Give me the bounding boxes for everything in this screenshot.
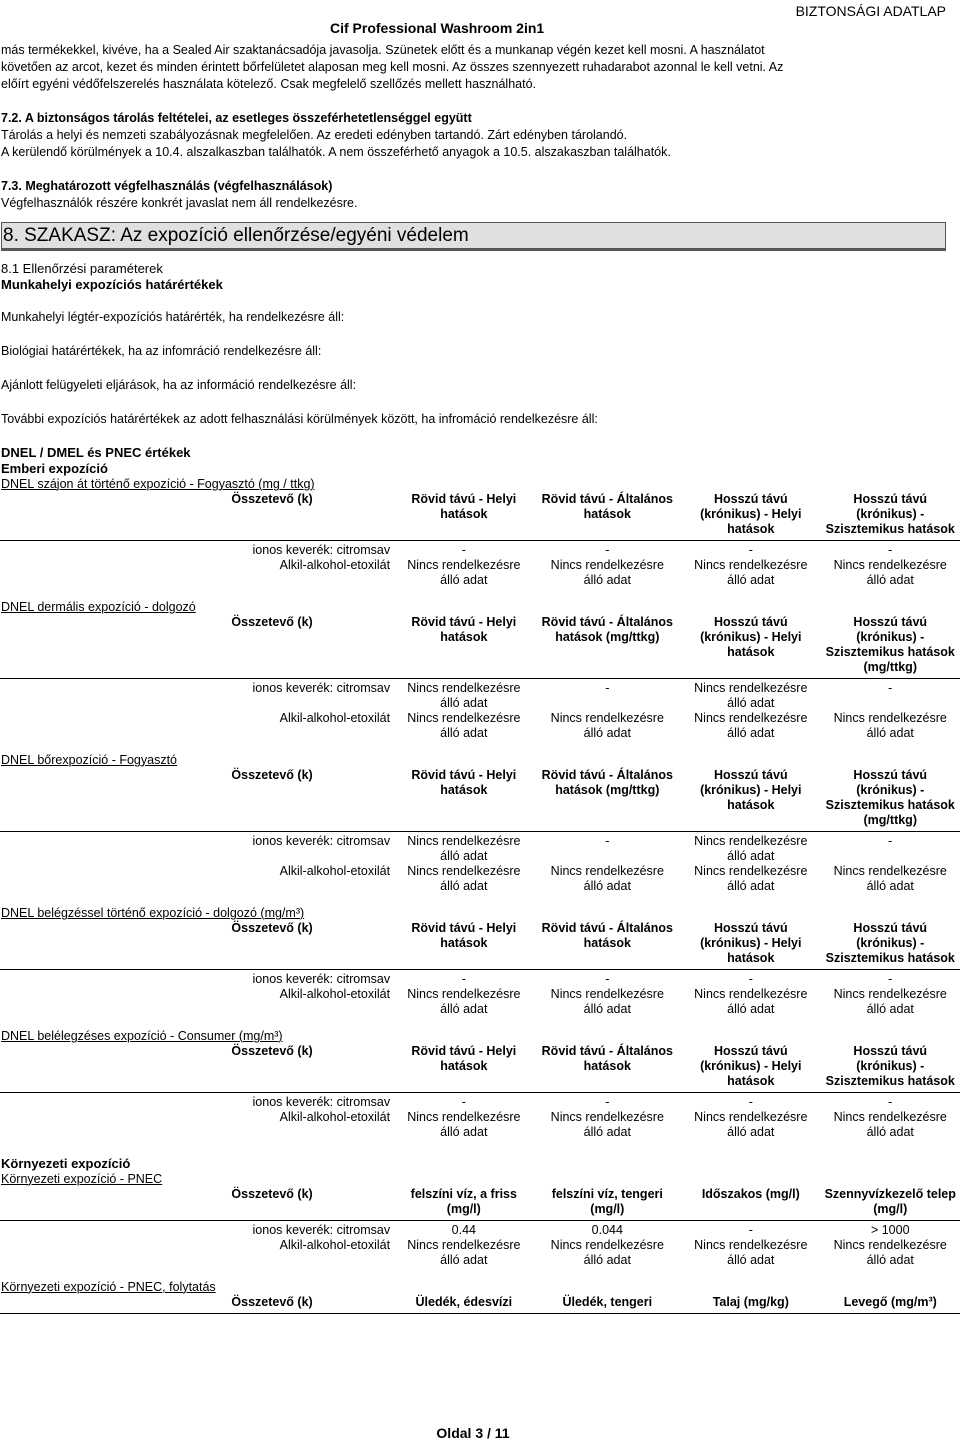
page-footer (0, 1425, 960, 1441)
limit-item: További expozíciós határértékek az adott felhasználási körülmények között, ha infromáció rendelkezésre áll: (1, 412, 598, 426)
value-cell: Nincs rendelkezésre álló adat (550, 987, 664, 1016)
table-header-cell: Hosszú távú (krónikus) - Helyi hatások (700, 921, 802, 965)
dnel-table (0, 1295, 960, 1314)
table-row (0, 1093, 960, 1111)
dnel-table-block (0, 477, 960, 588)
table-row (0, 864, 960, 894)
human-exposure-heading: Emberi expozíció (1, 461, 108, 476)
table-header-cell: Összetevő (k) (231, 615, 313, 629)
value-cell: - (748, 1223, 753, 1237)
value-cell: - (888, 543, 893, 557)
table-header-cell: Összetevő (k) (231, 492, 313, 506)
value-cell: - (605, 972, 610, 986)
section-7-3-heading: 7.3. Meghatározott végfelhasználás (végfelhasználások) (1, 179, 333, 193)
value-cell: > 1000 (870, 1223, 910, 1237)
table-header-cell: Rövid távú - Helyi hatások (411, 615, 517, 644)
dnel-table-block (0, 1172, 960, 1268)
table-title: Környezeti expozíció - PNEC (1, 1172, 163, 1186)
dnel-table (0, 615, 960, 741)
table-header-cell: Rövid távú - Általános hatások (541, 921, 673, 950)
dnel-heading: DNEL / DMEL és PNEC értékek (1, 445, 191, 460)
value-cell: - (605, 681, 610, 695)
value-cell: - (461, 1095, 466, 1109)
table-header-cell: Összetevő (k) (231, 921, 313, 935)
component-cell: Alkil-alkohol-etoxilát (279, 987, 391, 1001)
page-header (0, 0, 960, 42)
component-cell: Alkil-alkohol-etoxilát (279, 558, 391, 572)
table-header-cell: Hosszú távú (krónikus) - Szisztemikus hatások (mg/ttkg) (825, 768, 955, 827)
component-cell: Alkil-alkohol-etoxilát (279, 711, 391, 725)
table-header-cell: felszíni víz, a friss (mg/l) (410, 1187, 517, 1216)
component-cell: Alkil-alkohol-etoxilát (279, 1110, 391, 1124)
dnel-table-block (0, 906, 960, 1017)
dnel-table-block (0, 1029, 960, 1140)
table-title: DNEL belégzéssel történő expozíció - dolgozó (mg/m³) (1, 906, 305, 920)
table-row (0, 541, 960, 559)
section-8-title: 8. SZAKASZ: Az expozíció ellenőrzése/egyéni védelem (1, 222, 946, 251)
table-header-cell: Rövid távú - Helyi hatások (411, 1044, 517, 1073)
value-cell: Nincs rendelkezésre álló adat (550, 1238, 664, 1267)
table-header-cell: Üledék, tengeri (562, 1295, 653, 1309)
component-cell: ionos keverék: citromsav (252, 681, 391, 695)
page-content (0, 42, 960, 1314)
value-cell: Nincs rendelkezésre álló adat (407, 711, 521, 740)
component-cell: ionos keverék: citromsav (252, 834, 391, 848)
value-cell: - (605, 1095, 610, 1109)
value-cell: Nincs rendelkezésre álló adat (694, 711, 808, 740)
value-cell: Nincs rendelkezésre álló adat (694, 987, 808, 1016)
value-cell: Nincs rendelkezésre álló adat (407, 834, 521, 863)
table-title: DNEL szájon át történő expozíció - Fogyasztó (mg / ttkg) (1, 477, 315, 491)
section-7-3-line: Végfelhasználók részére konkrét javaslat nem áll rendelkezésre. (1, 196, 358, 210)
value-cell: - (748, 1095, 753, 1109)
limit-item: Munkahelyi légtér-expozíciós határérték, ha rendelkezésre áll: (1, 310, 345, 324)
env-exposure-heading: Környezeti expozíció (1, 1156, 131, 1171)
table-header-cell: Hosszú távú (krónikus) - Szisztemikus hatások (825, 492, 955, 536)
table-header-cell: Hosszú távú (krónikus) - Helyi hatások (700, 768, 802, 812)
value-cell: Nincs rendelkezésre álló adat (833, 987, 947, 1016)
value-cell: Nincs rendelkezésre álló adat (550, 1110, 664, 1139)
value-cell: 0.044 (591, 1223, 623, 1237)
table-row (0, 711, 960, 741)
intro-line: előírt egyéni védőfelszerelés használata kötelező. Csak megfelelő szellőzés mellett használható. (1, 77, 537, 91)
value-cell: Nincs rendelkezésre álló adat (407, 987, 521, 1016)
table-title: DNEL bőrexpozíció - Fogyasztó (1, 753, 178, 767)
table-header-cell: Üledék, édesvízi (415, 1295, 513, 1309)
table-title: Környezeti expozíció - PNEC, folytatás (1, 1280, 216, 1294)
dnel-table (0, 1187, 960, 1268)
document-title: Cif Professional Washroom 2in1 (330, 20, 545, 36)
table-row (0, 987, 960, 1017)
dnel-table-block (0, 753, 960, 894)
value-cell: Nincs rendelkezésre álló adat (833, 1110, 947, 1139)
table-header-cell: Összetevő (k) (231, 1187, 313, 1201)
table-header-cell: Szennyvízkezelő telep (mg/l) (824, 1187, 956, 1216)
table-row (0, 970, 960, 988)
component-cell: ionos keverék: citromsav (252, 972, 391, 986)
value-cell: Nincs rendelkezésre álló adat (694, 1110, 808, 1139)
value-cell: Nincs rendelkezésre álló adat (407, 864, 521, 893)
value-cell: - (748, 972, 753, 986)
value-cell: - (888, 834, 893, 848)
table-header-cell: Hosszú távú (krónikus) - Helyi hatások (700, 492, 802, 536)
value-cell: Nincs rendelkezésre álló adat (407, 681, 521, 710)
table-header-cell: Rövid távú - Általános hatások (541, 492, 673, 521)
value-cell: Nincs rendelkezésre álló adat (833, 558, 947, 587)
limit-item: Ajánlott felügyeleti eljárások, ha az információ rendelkezésre áll: (1, 378, 357, 392)
table-row (0, 1110, 960, 1140)
table-row (0, 679, 960, 712)
value-cell: Nincs rendelkezésre álló adat (407, 1110, 521, 1139)
table-header-cell: Rövid távú - Helyi hatások (411, 492, 517, 521)
table-header-cell: Időszakos (mg/l) (701, 1187, 800, 1201)
table-title: DNEL dermális expozíció - dolgozó (1, 600, 196, 614)
component-cell: ionos keverék: citromsav (252, 543, 391, 557)
value-cell: Nincs rendelkezésre álló adat (407, 558, 521, 587)
table-header-row (0, 768, 960, 832)
table-header-cell: Rövid távú - Általános hatások (mg/ttkg) (541, 768, 673, 797)
section-7-2-line: A kerülendő körülmények a 10.4. alszalkaszban találhatók. A nem összeférhető anyagok a 10.5. alszakaszban találhatók. (1, 145, 671, 159)
value-cell: - (461, 972, 466, 986)
table-header-cell: Összetevő (k) (231, 1044, 313, 1058)
workplace-limits-heading: Munkahelyi expozíciós határértékek (1, 277, 223, 292)
intro-line: más termékekkel, kivéve, ha a Sealed Air szaktanácsadója javasolja. Szünetek előtt és a munkanap végén kezet kell mosni. A használatot (1, 43, 765, 57)
component-cell: ionos keverék: citromsav (252, 1223, 391, 1237)
value-cell: Nincs rendelkezésre álló adat (407, 1238, 521, 1267)
table-header-cell: felszíni víz, tengeri (mg/l) (551, 1187, 663, 1216)
table-header-cell: Levegő (mg/m³) (843, 1295, 937, 1309)
table-header-cell: Rövid távú - Általános hatások (mg/ttkg) (541, 615, 673, 644)
dnel-table (0, 921, 960, 1017)
table-header-cell: Hosszú távú (krónikus) - Helyi hatások (700, 1044, 802, 1088)
table-header-cell: Összetevő (k) (231, 1295, 313, 1309)
table-header-cell: Összetevő (k) (231, 768, 313, 782)
value-cell: Nincs rendelkezésre álló adat (694, 864, 808, 893)
value-cell: 0.44 (451, 1223, 476, 1237)
value-cell: - (605, 834, 610, 848)
dnel-table (0, 768, 960, 894)
value-cell: Nincs rendelkezésre álló adat (550, 864, 664, 893)
value-cell: Nincs rendelkezésre álló adat (694, 834, 808, 863)
table-row (0, 832, 960, 865)
document-type: BIZTONSÁGI ADATLAP (795, 3, 946, 19)
table-header-cell: Rövid távú - Helyi hatások (411, 921, 517, 950)
dnel-table (0, 1044, 960, 1140)
table-header-row (0, 921, 960, 970)
value-cell: Nincs rendelkezésre álló adat (694, 1238, 808, 1267)
value-cell: - (888, 972, 893, 986)
value-cell: Nincs rendelkezésre álló adat (833, 1238, 947, 1267)
section-7-2-line: Tárolás a helyi és nemzeti szabályozásnak megfelelően. Az eredeti edényben tartandó. Zárt edényben tárolandó. (1, 128, 628, 142)
dnel-table (0, 492, 960, 588)
env-exposure-tables (0, 1172, 960, 1314)
table-header-cell: Hosszú távú (krónikus) - Szisztemikus hatások (825, 921, 955, 965)
table-row (0, 558, 960, 588)
value-cell: - (748, 543, 753, 557)
table-header-cell: Hosszú távú (krónikus) - Szisztemikus hatások (825, 1044, 955, 1088)
value-cell: Nincs rendelkezésre álló adat (694, 558, 808, 587)
dnel-table-block (0, 1280, 960, 1314)
page-number: Oldal 3 / 11 (436, 1425, 510, 1441)
table-title: DNEL belélegzéses expozíció - Consumer (mg/m³) (1, 1029, 283, 1043)
table-header-row (0, 492, 960, 541)
value-cell: Nincs rendelkezésre álló adat (550, 558, 664, 587)
table-header-cell: Hosszú távú (krónikus) - Helyi hatások (700, 615, 802, 659)
table-header-cell: Rövid távú - Általános hatások (541, 1044, 673, 1073)
dnel-table-block (0, 600, 960, 741)
value-cell: - (605, 543, 610, 557)
table-header-row (0, 1295, 960, 1314)
section-8-1-heading: 8.1 Ellenőrzési paraméterek (1, 261, 163, 276)
table-header-cell: Rövid távú - Helyi hatások (411, 768, 517, 797)
table-header-row (0, 1044, 960, 1093)
component-cell: ionos keverék: citromsav (252, 1095, 391, 1109)
value-cell: - (888, 1095, 893, 1109)
value-cell: Nincs rendelkezésre álló adat (833, 711, 947, 740)
value-cell: Nincs rendelkezésre álló adat (833, 864, 947, 893)
table-row (0, 1221, 960, 1239)
limit-item: Biológiai határértékek, ha az infomráció rendelkezésre áll: (1, 344, 322, 358)
table-row (0, 1238, 960, 1268)
human-exposure-tables (0, 477, 960, 1140)
component-cell: Alkil-alkohol-etoxilát (279, 1238, 391, 1252)
section-7-2-heading: 7.2. A biztonságos tárolás feltételei, az esetleges összeférhetetlenséggel együtt (1, 111, 472, 125)
value-cell: Nincs rendelkezésre álló adat (694, 681, 808, 710)
table-header-cell: Hosszú távú (krónikus) - Szisztemikus hatások (mg/ttkg) (825, 615, 955, 674)
value-cell: - (888, 681, 893, 695)
component-cell: Alkil-alkohol-etoxilát (279, 864, 391, 878)
intro-line: követően az arcot, kezet és minden érintett bőrfelületet alaposan meg kell mosni. Az összes szennyezett ruhadarabot azonnal le kell vetni. Az (1, 60, 784, 74)
value-cell: Nincs rendelkezésre álló adat (550, 711, 664, 740)
table-header-row (0, 1187, 960, 1221)
table-header-row (0, 615, 960, 679)
table-header-cell: Talaj (mg/kg) (712, 1295, 789, 1309)
value-cell: - (461, 543, 466, 557)
